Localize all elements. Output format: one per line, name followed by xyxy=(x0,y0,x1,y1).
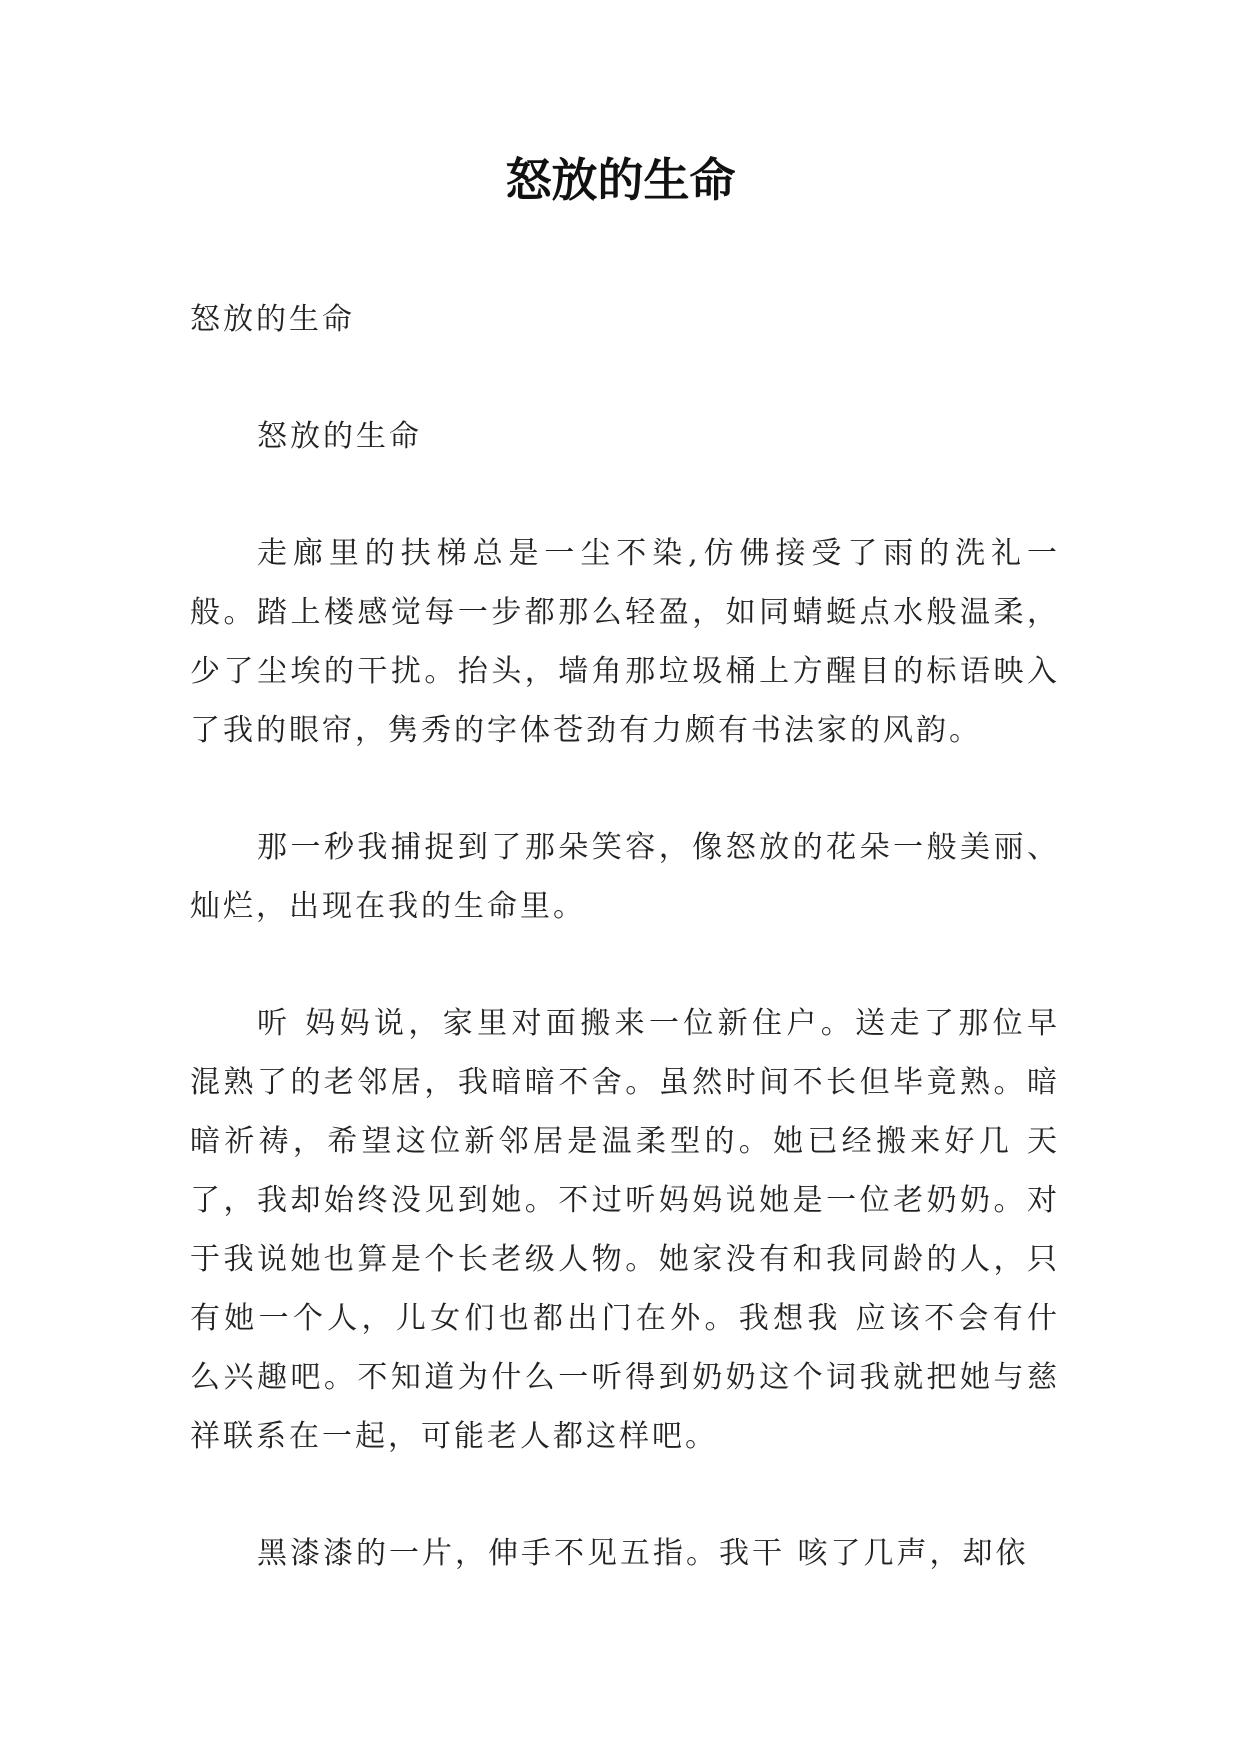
paragraph-gap xyxy=(190,760,1060,818)
document-body xyxy=(190,290,1060,1583)
paragraph: 怒放的生命 xyxy=(257,419,422,454)
paragraph-gap xyxy=(190,936,1060,994)
document-title: 怒放的生命 xyxy=(505,153,736,207)
paragraph: 黑漆漆的一片，伸手不见五指。我干 咳了几声，却依 xyxy=(257,1536,1029,1571)
paragraph: 听 妈妈说，家里对面搬来一位新住户。送走了那位早混熟了的老邻居，我暗暗不舍。虽然时间不长但毕竟熟。暗暗祈祷，希望这位新邻居是温柔型的。她已经搬来好几 天了，我却始终没见到她。不过听妈妈说她是一位老奶奶。对于我说她也算是个长老级人物。她家没有和我同龄的人，只有她一个人，儿女们也都出门在外。我想我 应该不会有什么兴趣吧。不知道为什么一听得到奶奶这个词我就把她与慈祥联系在一起，可能老人都这样吧。 xyxy=(190,1006,1060,1454)
paragraph-gap xyxy=(190,349,1060,407)
paragraph-gap xyxy=(190,466,1060,524)
paragraph: 那一秒我捕捉到了那朵笑容，像怒放的花朵一般美丽、灿烂，出现在我的生命里。 xyxy=(190,830,1060,924)
paragraph-gap xyxy=(190,1466,1060,1524)
document-subtitle: 怒放的生命 xyxy=(190,302,355,337)
paragraph: 走廊里的扶梯总是一尘不染,仿佛接受了雨的洗礼一般。踏上楼感觉每一步都那么轻盈，如同蜻蜓点水般温柔，少了尘埃的干扰。抬头，墙角那垃圾桶上方醒目的标语映入了我的眼帘，隽秀的字体苍劲有力颇有书法家的风韵。 xyxy=(190,536,1060,748)
